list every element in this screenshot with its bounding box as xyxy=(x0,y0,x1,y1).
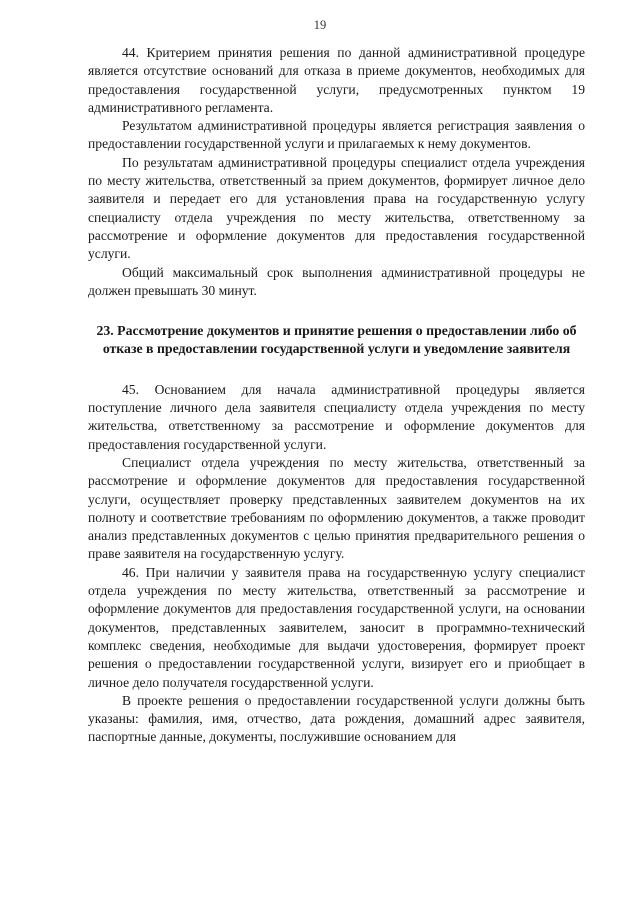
page-number: 19 xyxy=(313,18,327,32)
paragraph-decision-contents: В проекте решения о предоставлении государственной услуги должны быть указаны: фамилия, имя, отчество, дата рождения, домашний адрес заявителя, паспортные данные, документы, послужившие основанием для xyxy=(88,692,585,745)
paragraph-44-criterion: 44. Критерием принятия решения по данной административной процедуре является отсутствие оснований для отказа в приеме документов, необходимых для предоставления государственной услуги, предусмотренных пунктом 19 административного регламента. xyxy=(88,45,585,115)
paragraph-45-basis: 45. Основанием для начала административной процедуры является поступление личного дела заявителя специалисту отдела учреждения по месту жительства, ответственному за рассмотрение и оформление документов для предоставления государственной услуги. xyxy=(88,381,585,452)
section-heading: 23. Рассмотрение документов и принятие решения о предоставлении либо об отказе в предоставлении государственной услуги и уведомление заявителя xyxy=(96,323,577,357)
document-body xyxy=(88,44,585,747)
paragraph-personal-file: По результатам административной процедуры специалист отдела учреждения по месту жительства, ответственный за прием документов, формирует личное дело заявителя и передает его для установления права на государственную услугу специалисту отдела учреждения по месту жительства, ответственному за рассмотрение и оформление документов для предоставления государственной услуги. xyxy=(88,154,585,262)
paragraph-max-duration: Общий максимальный срок выполнения административной процедуры не должен превышать 30 минут. xyxy=(88,264,585,298)
paragraph-verification: Специалист отдела учреждения по месту жительства, ответственный за рассмотрение и оформление документов для предоставления государственной услуги, осуществляет проверку представленных заявителем документов на их полноту и соответствие требованиям по оформлению документов, а также проводит анализ представленных документов с целью принятия предварительного решения о праве заявителя на государственную услугу. xyxy=(88,454,585,562)
paragraph-46-eligibility: 46. При наличии у заявителя права на государственную услугу специалист отдела учреждения по месту жительства, ответственный за рассмотрение и оформление документов для предоставления государственной услуги, на основании документов, представленных заявителем, заносит в программно-технический комплекс сведения, необходимые для выдачи удостоверения, формирует проект решения о предоставлении государственной услуги, визирует его и приобщает в личное дело получателя государственной услуги. xyxy=(88,564,585,690)
paragraph-result: Результатом административной процедуры является регистрация заявления о предоставлении государственной услуги и прилагаемых к нему документов. xyxy=(88,118,585,152)
